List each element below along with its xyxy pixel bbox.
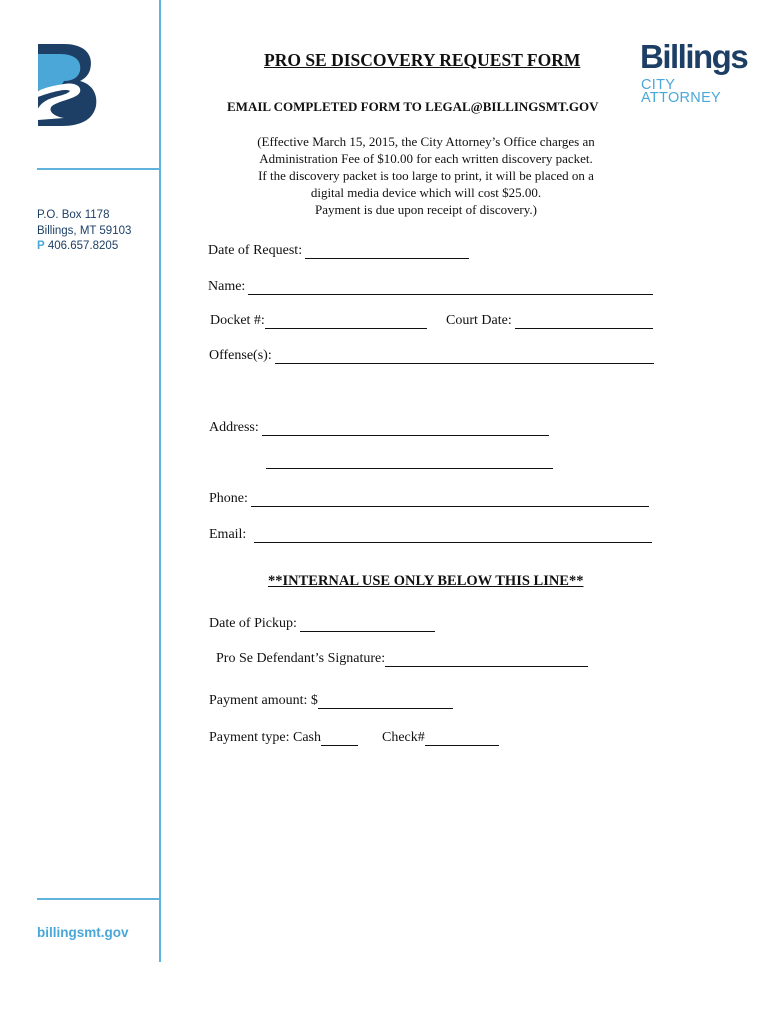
sidebar-address <box>37 208 131 255</box>
docket-field[interactable] <box>265 314 427 329</box>
fee-notice <box>232 133 620 218</box>
offenses-label: Offense(s): <box>209 348 272 363</box>
date-of-pickup-row <box>209 616 435 632</box>
brand-name: Billings <box>640 38 748 75</box>
internal-use-heading: **INTERNAL USE ONLY BELOW THIS LINE** <box>268 573 584 589</box>
notice-line: (Effective March 15, 2015, the City Attorney’s Office charges an <box>257 134 595 149</box>
email-field[interactable] <box>254 528 652 543</box>
sidebar-divider-vertical <box>159 0 161 962</box>
payment-type-label: Payment type: Cash <box>209 730 321 745</box>
check-number-field[interactable] <box>425 731 499 746</box>
court-date-row <box>446 313 653 329</box>
brand-sub-attorney: ATTORNEY <box>641 90 722 106</box>
date-of-request-field[interactable] <box>305 244 469 259</box>
address-line-2: Billings, MT 59103 <box>37 224 132 237</box>
notice-line: Payment is due upon receipt of discovery.) <box>315 202 537 217</box>
form-title: PRO SE DISCOVERY REQUEST FORM <box>264 50 581 70</box>
phone-label: Phone: <box>209 491 248 506</box>
address-row <box>209 420 549 436</box>
address-field-1[interactable] <box>262 421 549 436</box>
brand-sub-city: CITY <box>641 77 676 93</box>
phone-prefix: P <box>37 240 45 252</box>
signature-label: Pro Se Defendant’s Signature: <box>216 651 386 666</box>
phone-row <box>209 491 649 507</box>
docket-label: Docket #: <box>210 313 265 328</box>
phone-field[interactable] <box>251 492 649 507</box>
sidebar-divider-top <box>37 168 160 170</box>
notice-line: Administration Fee of $10.00 for each written discovery packet. <box>259 151 593 166</box>
signature-field[interactable] <box>385 652 588 667</box>
check-label: Check# <box>382 730 425 745</box>
notice-line: If the discovery packet is too large to print, it will be placed on a <box>258 168 594 183</box>
name-field[interactable] <box>248 280 653 295</box>
email-row <box>209 527 652 543</box>
date-of-pickup-label: Date of Pickup: <box>209 616 297 631</box>
check-row <box>382 730 499 746</box>
name-row <box>208 279 653 295</box>
website-link[interactable]: billingsmt.gov <box>37 925 129 940</box>
email-instruction: EMAIL COMPLETED FORM TO LEGAL@BILLINGSMT.GOV <box>227 99 599 114</box>
court-date-field[interactable] <box>515 314 653 329</box>
notice-line: digital media device which will cost $25.00. <box>310 185 542 200</box>
email-label: Email: <box>209 527 247 542</box>
address-label: Address: <box>209 420 259 435</box>
name-label: Name: <box>208 279 246 294</box>
billings-b-logo-icon <box>30 44 100 126</box>
signature-row <box>216 651 588 667</box>
phone-number: 406.657.8205 <box>47 240 119 252</box>
offenses-field[interactable] <box>275 349 654 364</box>
address-field-2[interactable] <box>266 468 553 469</box>
docket-row <box>210 313 427 329</box>
payment-type-row <box>209 730 358 746</box>
sidebar-divider-bottom <box>37 898 160 900</box>
payment-amount-field[interactable] <box>318 694 453 709</box>
date-of-pickup-field[interactable] <box>300 617 435 632</box>
date-of-request-row <box>208 243 469 259</box>
phone-line <box>37 239 131 255</box>
cash-field[interactable] <box>321 731 358 746</box>
address-line-1: P.O. Box 1178 <box>37 209 110 221</box>
payment-amount-label: Payment amount: $ <box>209 693 318 708</box>
date-of-request-label: Date of Request: <box>208 243 303 258</box>
offenses-row <box>209 348 654 364</box>
court-date-label: Court Date: <box>446 313 512 328</box>
payment-amount-row <box>209 693 453 709</box>
